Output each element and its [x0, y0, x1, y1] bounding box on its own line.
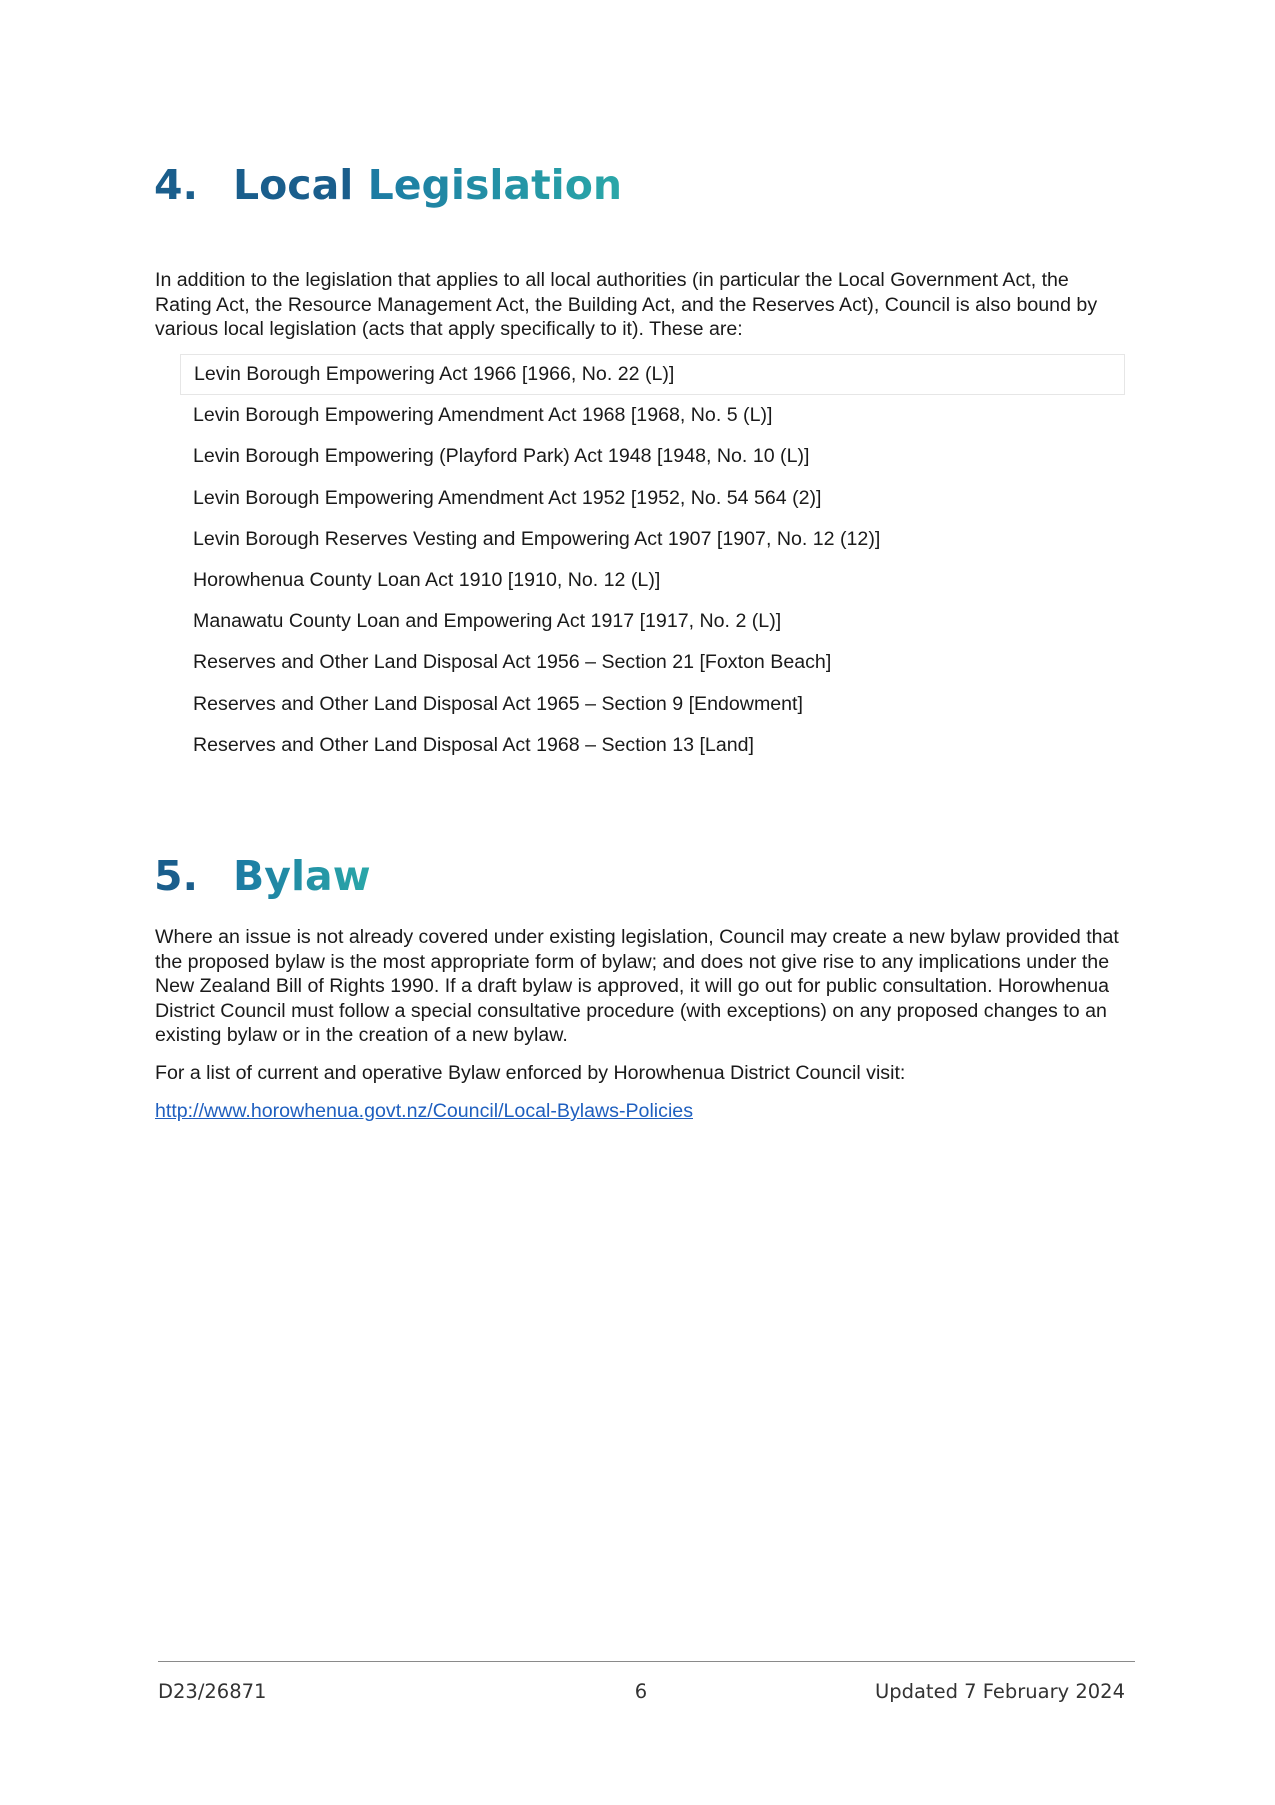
section-5-paragraph: Where an issue is not already covered under existing legislation, Council may create a new bylaw provided that the proposed bylaw is the most appropriate form of bylaw; and does not give rise to any implications under the New Zealand Bill of Rights 1990. If a draft bylaw is approved, it will go out for public consultation. Horowhenua District Council must follow a special consultative procedure (with exceptions) on any proposed changes to an existing bylaw or in the creation of a new bylaw. [155, 926, 1119, 1046]
list-item: Levin Borough Empowering Amendment Act 1968 [1968, No. 5 (L)] [193, 404, 773, 427]
section-4-title-part2: Legislation [367, 161, 623, 209]
footer-updated-date: Updated 7 February 2024 [874, 1680, 1125, 1703]
list-item: Reserves and Other Land Disposal Act 1968 – Section 13 [Land] [193, 733, 754, 756]
list-item: Levin Borough Empowering (Playford Park) Act 1948 [1948, No. 10 (L)] [193, 445, 810, 468]
list-item: Levin Borough Empowering Act 1966 [1966, No. 22 (L)] [180, 354, 1125, 395]
local-acts-list [180, 354, 1125, 766]
list-item: Levin Borough Empowering Amendment Act 1952 [1952, No. 54 564 (2)] [193, 486, 822, 509]
section-4-title-part1: Local [233, 161, 354, 209]
footer-doc-ref: D23/26871 [158, 1680, 267, 1703]
bylaws-policies-link[interactable]: http://www.horowhenua.govt.nz/Council/Local-Bylaws-Policies [155, 1100, 693, 1122]
section-5-number: 5. [154, 852, 199, 900]
list-item: Horowhenua County Loan Act 1910 [1910, No. 12 (L)] [193, 569, 661, 592]
list-item: Reserves and Other Land Disposal Act 1956 – Section 21 [Foxton Beach] [193, 651, 832, 674]
list-item: Levin Borough Reserves Vesting and Empowering Act 1907 [1907, No. 12 (12)] [193, 527, 881, 550]
section-4-number: 4. [154, 161, 199, 209]
footer-page-number: 6 [634, 1680, 648, 1703]
section-4-heading [154, 160, 622, 210]
section-4-intro: In addition to the legislation that applies to all local authorities (in particular the Local Government Act, the Rating Act, the Resource Management Act, the Building Act, and the Reserves Act), Council is also bound by various local legislation (acts that apply specifically to it). These are: [155, 269, 1098, 340]
section-5-title: Bylaw [233, 852, 371, 900]
footer-divider [158, 1661, 1135, 1662]
section-5-list-text: For a list of current and operative Bylaw enforced by Horowhenua District Council visit: [155, 1062, 906, 1084]
list-item: Reserves and Other Land Disposal Act 1965 – Section 9 [Endowment] [193, 692, 803, 715]
section-5-heading [154, 851, 371, 901]
list-item: Manawatu County Loan and Empowering Act 1917 [1917, No. 2 (L)] [193, 610, 782, 633]
